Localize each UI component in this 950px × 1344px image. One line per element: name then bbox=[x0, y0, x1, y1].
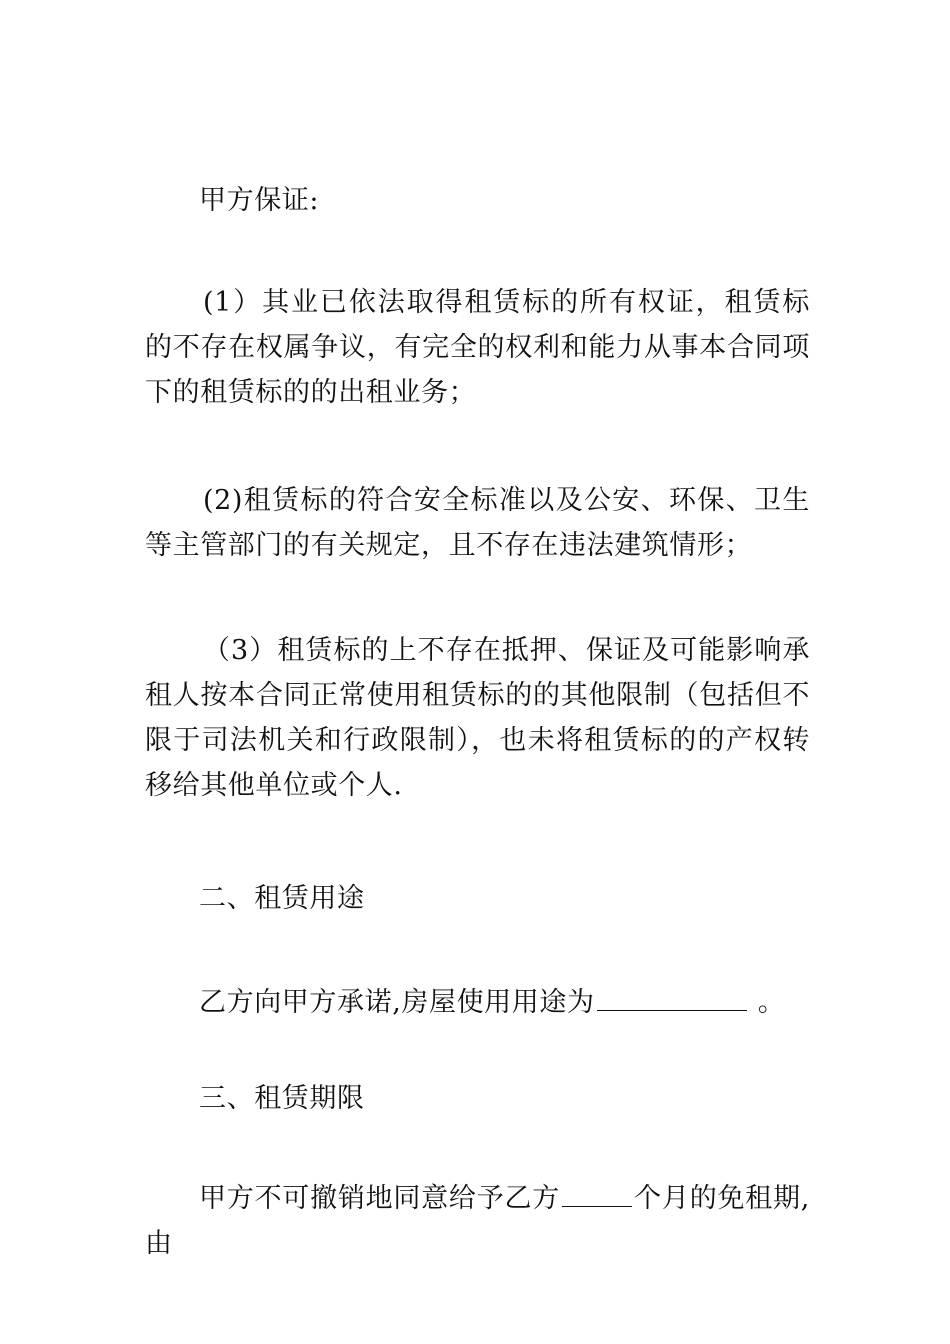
usage-suffix: 。 bbox=[748, 987, 786, 1018]
term-prefix: 甲方不可撤销地同意给予乙方 bbox=[199, 1183, 561, 1214]
guarantee-item-2: (2)租赁标的符合安全标准以及公安、环保、卫生等主管部门的有关规定，且不存在违法建筑情形； bbox=[145, 485, 810, 561]
guarantee-item-1: (1）其业已依法取得租赁标的所有权证，租赁标的不存在权属争议，有完全的权利和能力从事本合同项下的租赁标的的出租业务； bbox=[145, 287, 810, 408]
term-blank bbox=[562, 1178, 632, 1207]
term-suffix: 个月的免租期,由 bbox=[145, 1183, 810, 1259]
section-3-title: 三、租赁期限 bbox=[199, 1083, 365, 1114]
section-2-title: 二、租赁用途 bbox=[199, 883, 365, 914]
guarantee-item-3: （3）租赁标的上不存在抵押、保证及可能影响承租人按本合同正常使用租赁标的的其他限制（包括但不限于司法机关和行政限制），也未将租赁标的的产权转移给其他单位或个人. bbox=[145, 635, 810, 801]
usage-blank bbox=[597, 982, 747, 1011]
guarantee-heading: 甲方保证: bbox=[199, 185, 320, 216]
usage-prefix: 乙方向甲方承诺,房屋使用用途为 bbox=[199, 987, 595, 1018]
usage-clause bbox=[145, 980, 810, 1025]
term-clause bbox=[145, 1176, 810, 1266]
